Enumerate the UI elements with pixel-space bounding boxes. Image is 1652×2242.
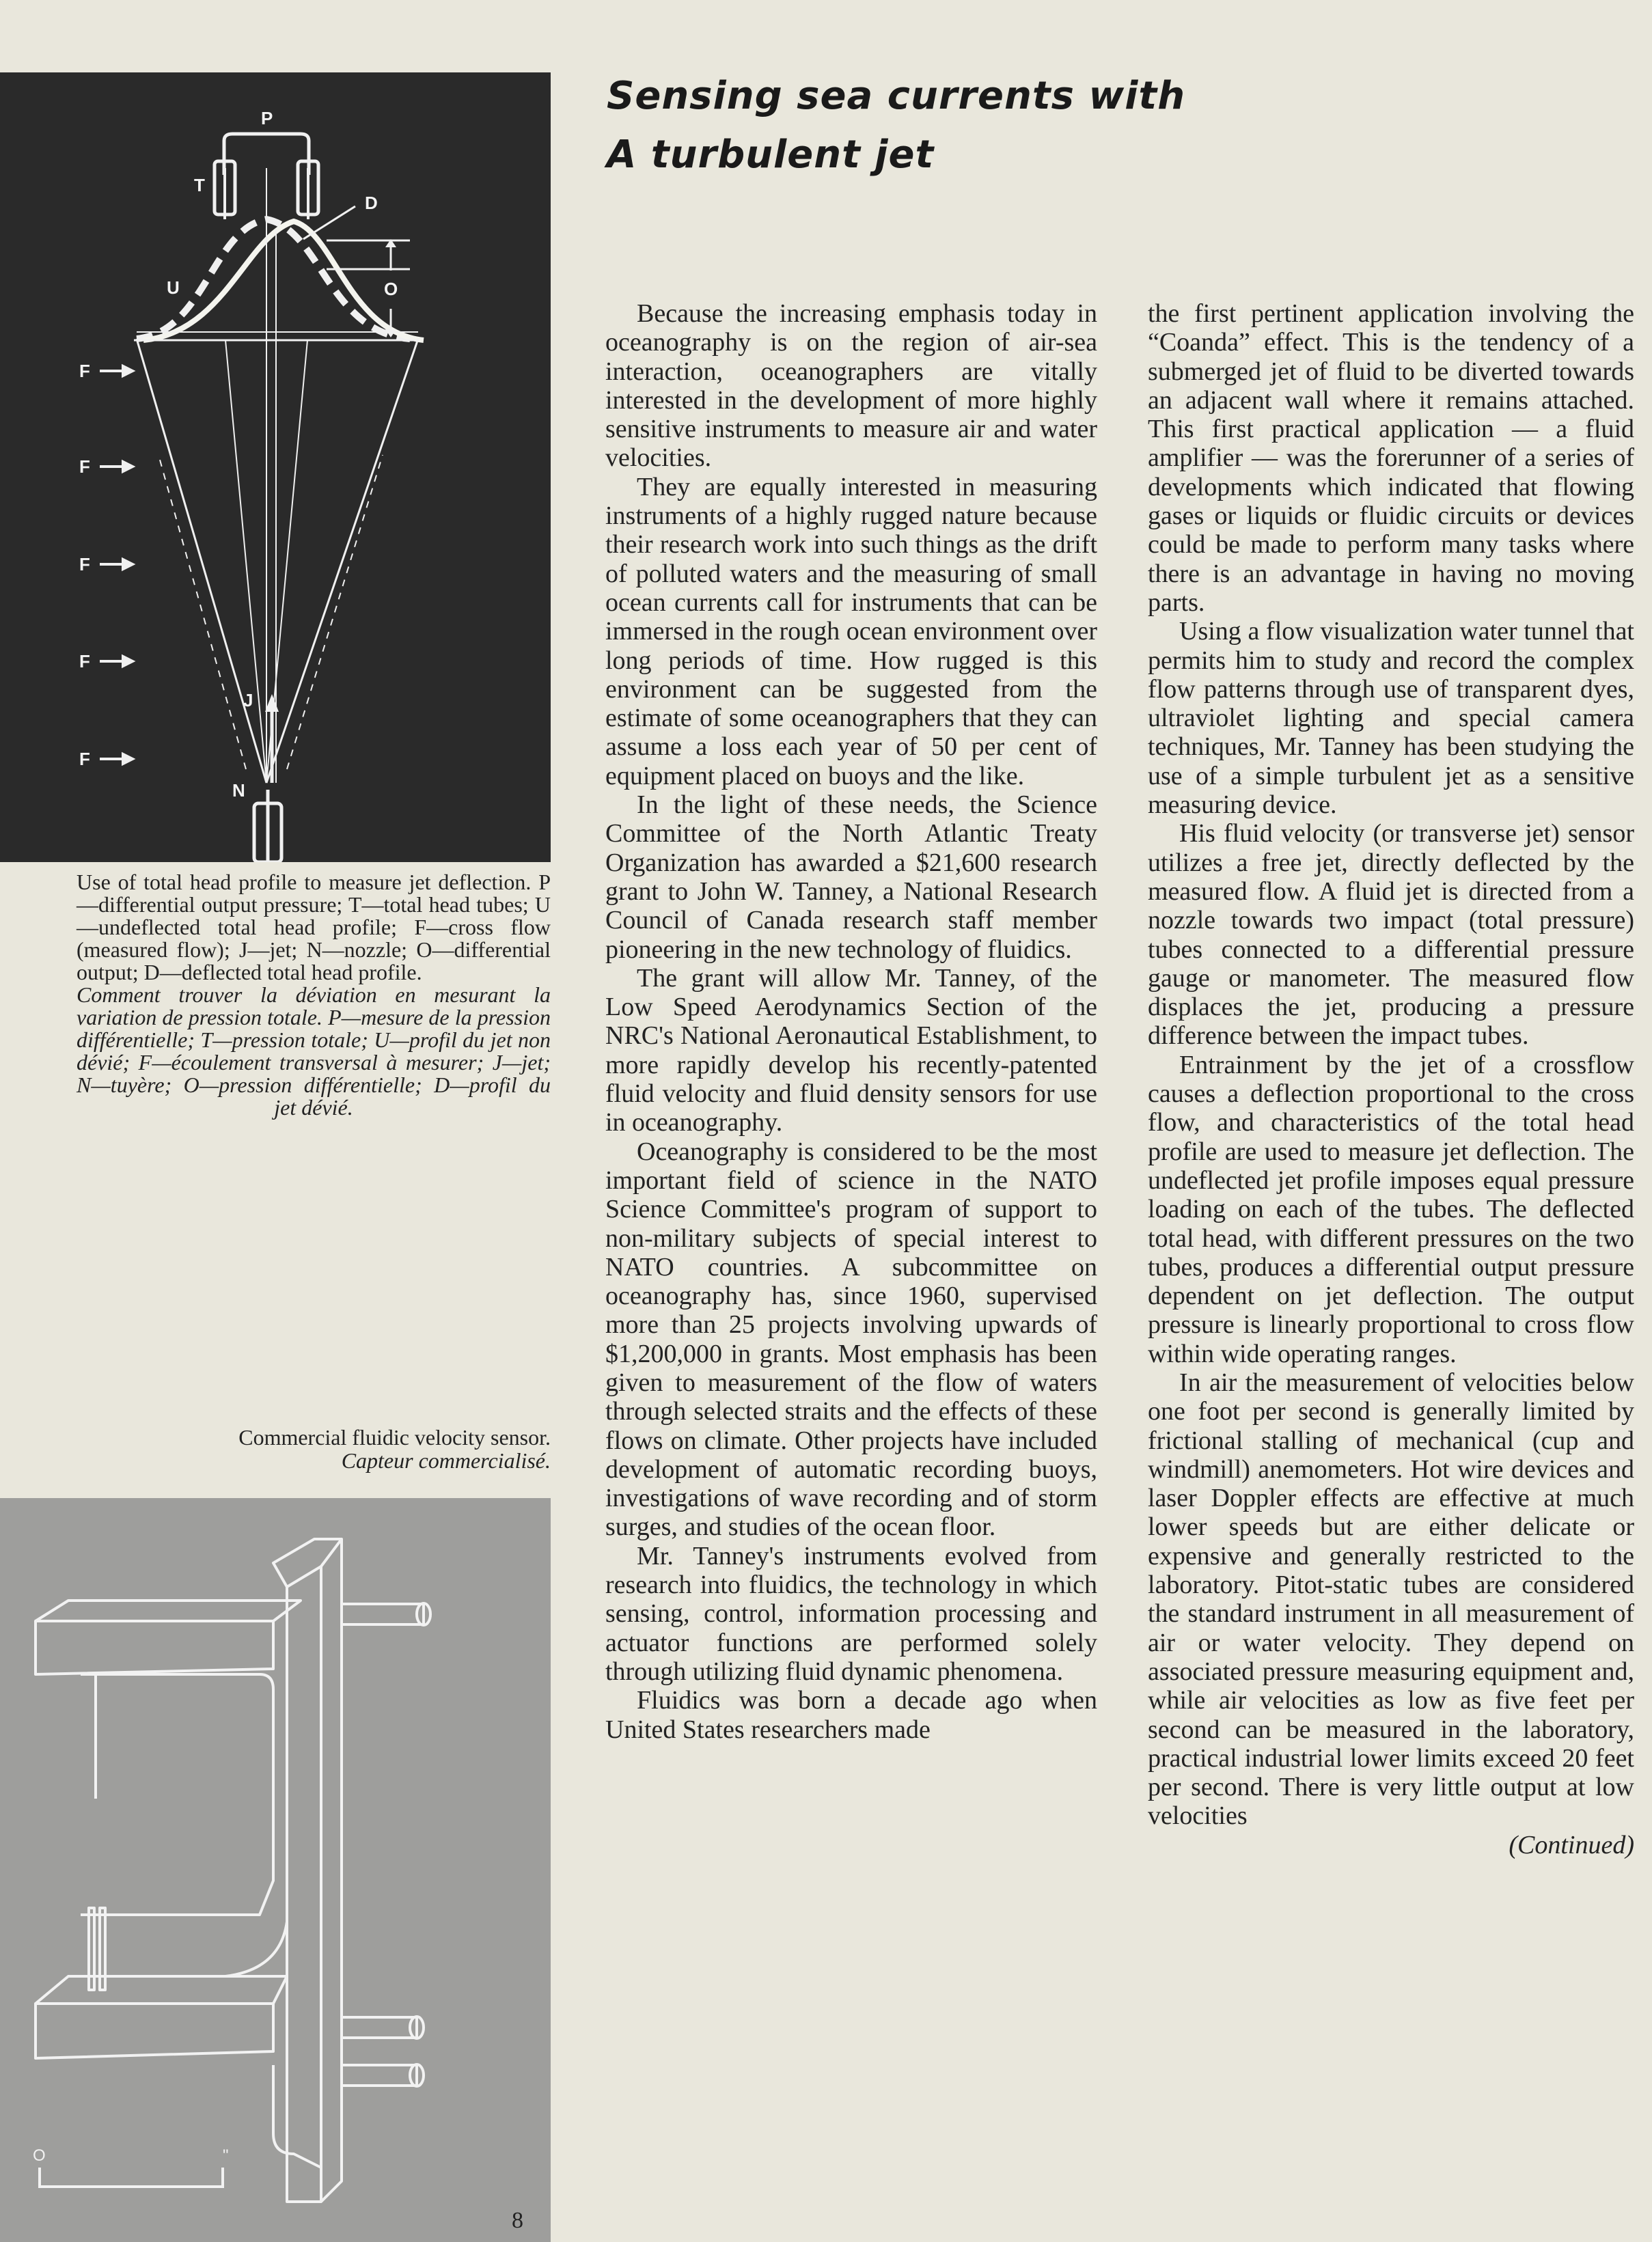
article-column-1 [605,299,1097,1744]
label-f-4: F [79,651,90,672]
label-j: J [243,690,253,710]
article-title-line-1: Sensing sea currents with [607,74,1186,118]
figure-jet-deflection-diagram [0,72,551,862]
label-f-1: F [79,361,90,381]
deflected-profile [143,221,424,340]
paragraph: Fluidics was born a decade ago when United States researchers made [605,1686,1097,1744]
label-d: D [365,193,378,213]
label-n: N [232,780,245,801]
label-p: P [261,108,273,128]
page-number: 8 [512,2208,523,2233]
paragraph: In the light of these needs, the Science Committee of the North Atlantic Treaty Organization has awarded a $21,600 research grant to John W. Tanney, a National Research Council of Canada research staff member pioneering in the new technology of fluidics. [605,790,1097,964]
commercial-sensor-svg [0,1498,551,2242]
continued-note: (Continued) [1509,1830,1634,1859]
paragraph: His fluid velocity (or transverse jet) sensor utilizes a free jet, directly deflected by the measured flow. A fluid jet is directed from a nozzle towards two impact (total pressure) tubes connected to a differential pressure gauge or manometer. The measured flow displaces the jet, producing a pressure difference between the impact tubes. [1148,819,1634,1051]
label-t: T [194,175,205,195]
paragraph: the first pertinent application involving the “Coanda” effect. This is the tendency of a submerged jet of fluid to be diverted towards an adjacent wall where it remains attached. This first practical application — a fluid amplifier — was the forerunner of a series of developments which indicated that flowing gases or liquids or fluidic circuits or devices could be made to perform many tasks where there is an advantage in having no moving parts. [1148,299,1634,617]
paragraph: Mr. Tanney's instruments evolved from research into fluidics, the technology in which sensing, control, information processing and actuator functions are performed solely through utilizing fluid dynamic phenomena. [605,1541,1097,1686]
figure2-caption [77,1426,551,1472]
label-o: O [384,279,398,299]
figure-commercial-sensor-drawing [0,1498,551,2242]
figure2-caption-french: Capteur commercialisé. [341,1448,551,1473]
article-title-line-2: A turbulent jet [607,133,935,177]
paragraph: Because the increasing emphasis today in oceanography is on the region of air-sea interaction, oceanographers are vitally interested in the development of more highly sensitive instruments to measure air and water velocities. [605,299,1097,473]
article-column-2 [1148,299,1634,1859]
paragraph: They are equally interested in measuring instruments of a highly rugged nature because their research work into such things as the drift of polluted waters and the measuring of small ocean currents call for instruments that can be immersed in the rough ocean environment over long periods of time. How rugged is this environment can be suggested from the estimate of some oceanographers that they can assume a loss each year of 50 per cent of equipment placed on buoys and the like. [605,472,1097,790]
paragraph: Using a flow visualization water tunnel that permits him to study and record the complex flow patterns through use of transparent dyes, ultraviolet lighting and special camera techniques, Mr. Tanney has been studying the use of a simple turbulent jet as a sensitive measuring device. [1148,617,1634,820]
scale-bar [40,2168,223,2188]
label-f-2: F [79,456,90,477]
paragraph: The grant will allow Mr. Tanney, of the Low Speed Aerodynamics Section of the NRC's National Aeronautical Establishment, to more rapidly develop his recently-patented fluid velocity and fluid density sensors for use in oceanography. [605,963,1097,1137]
scale-label-o: O [33,2146,46,2165]
figure1-caption-french: Comment trouver la déviation en mesurant la variation de pression totale. P—mesure de la pression différentielle; T—pression totale; U—profil du jet non dévié; F—écoulement transversal à mesurer; J—jet; N—tuyère; O—pression différentielle; D—profil du jet dévié. [77,982,551,1120]
scale-label-inch: " [223,2146,229,2165]
jet-deflection-diagram-svg [0,72,551,862]
label-u: U [167,277,180,298]
article-title [607,67,1563,184]
paragraph: Entrainment by the jet of a crossflow causes a deflection proportional to the cross flow, and characteristics of the total head profile are used to measure jet deflection. The undeflected jet profile imposes equal pressure loading on each of the tubes. The deflected total head, with different pressures on the two tubes, produces a differential output pressure dependent on jet deflection. The output pressure is linearly proportional to cross flow within wide operating ranges. [1148,1050,1634,1368]
label-f-3: F [79,554,90,575]
label-f-5: F [79,749,90,769]
figure1-caption [77,871,551,1119]
cross-flow-arrows [100,366,133,764]
figure2-caption-english: Commercial fluidic velocity sensor. [238,1425,551,1450]
paragraph: Oceanography is considered to be the most important field of science in the NATO Science Committee's program of support to non-military subjects of special interest to NATO countries. A subcommittee on oceanography has, since 1960, supervised more than 25 projects involving upwards of $1,200,000 in grants. Most emphasis has been given to measurement of the flow of waters through selected straits and the effects of these flows on climate. Other projects have included development of automatic recording buoys, investigations of wave recording and of storm surges, and studies of the ocean floor. [605,1137,1097,1542]
figure1-caption-english: Use of total head profile to measure jet deflection. P—differential output pressure; T—total head tubes; U—undeflected total head profile; F—cross flow (measured flow); J—jet; N—nozzle; O—differential output; D—deflected total head profile. [77,870,551,984]
paragraph: In air the measurement of velocities below one foot per second is generally limited by frictional stalling of mechanical (cup and windmill) anemometers. Hot wire devices and laser Doppler effects are effective at much lower speeds but are either delicate or expensive and generally restricted to the laboratory. Pitot-static tubes are considered the standard instrument in all measurement of air or water velocity. They depend on associated pressure measuring equipment and, while air velocities as low as five feet per second can be measured in the laboratory, practical industrial lower limits exceed 20 feet per second. There is very little output at low velocities [1148,1368,1634,1831]
